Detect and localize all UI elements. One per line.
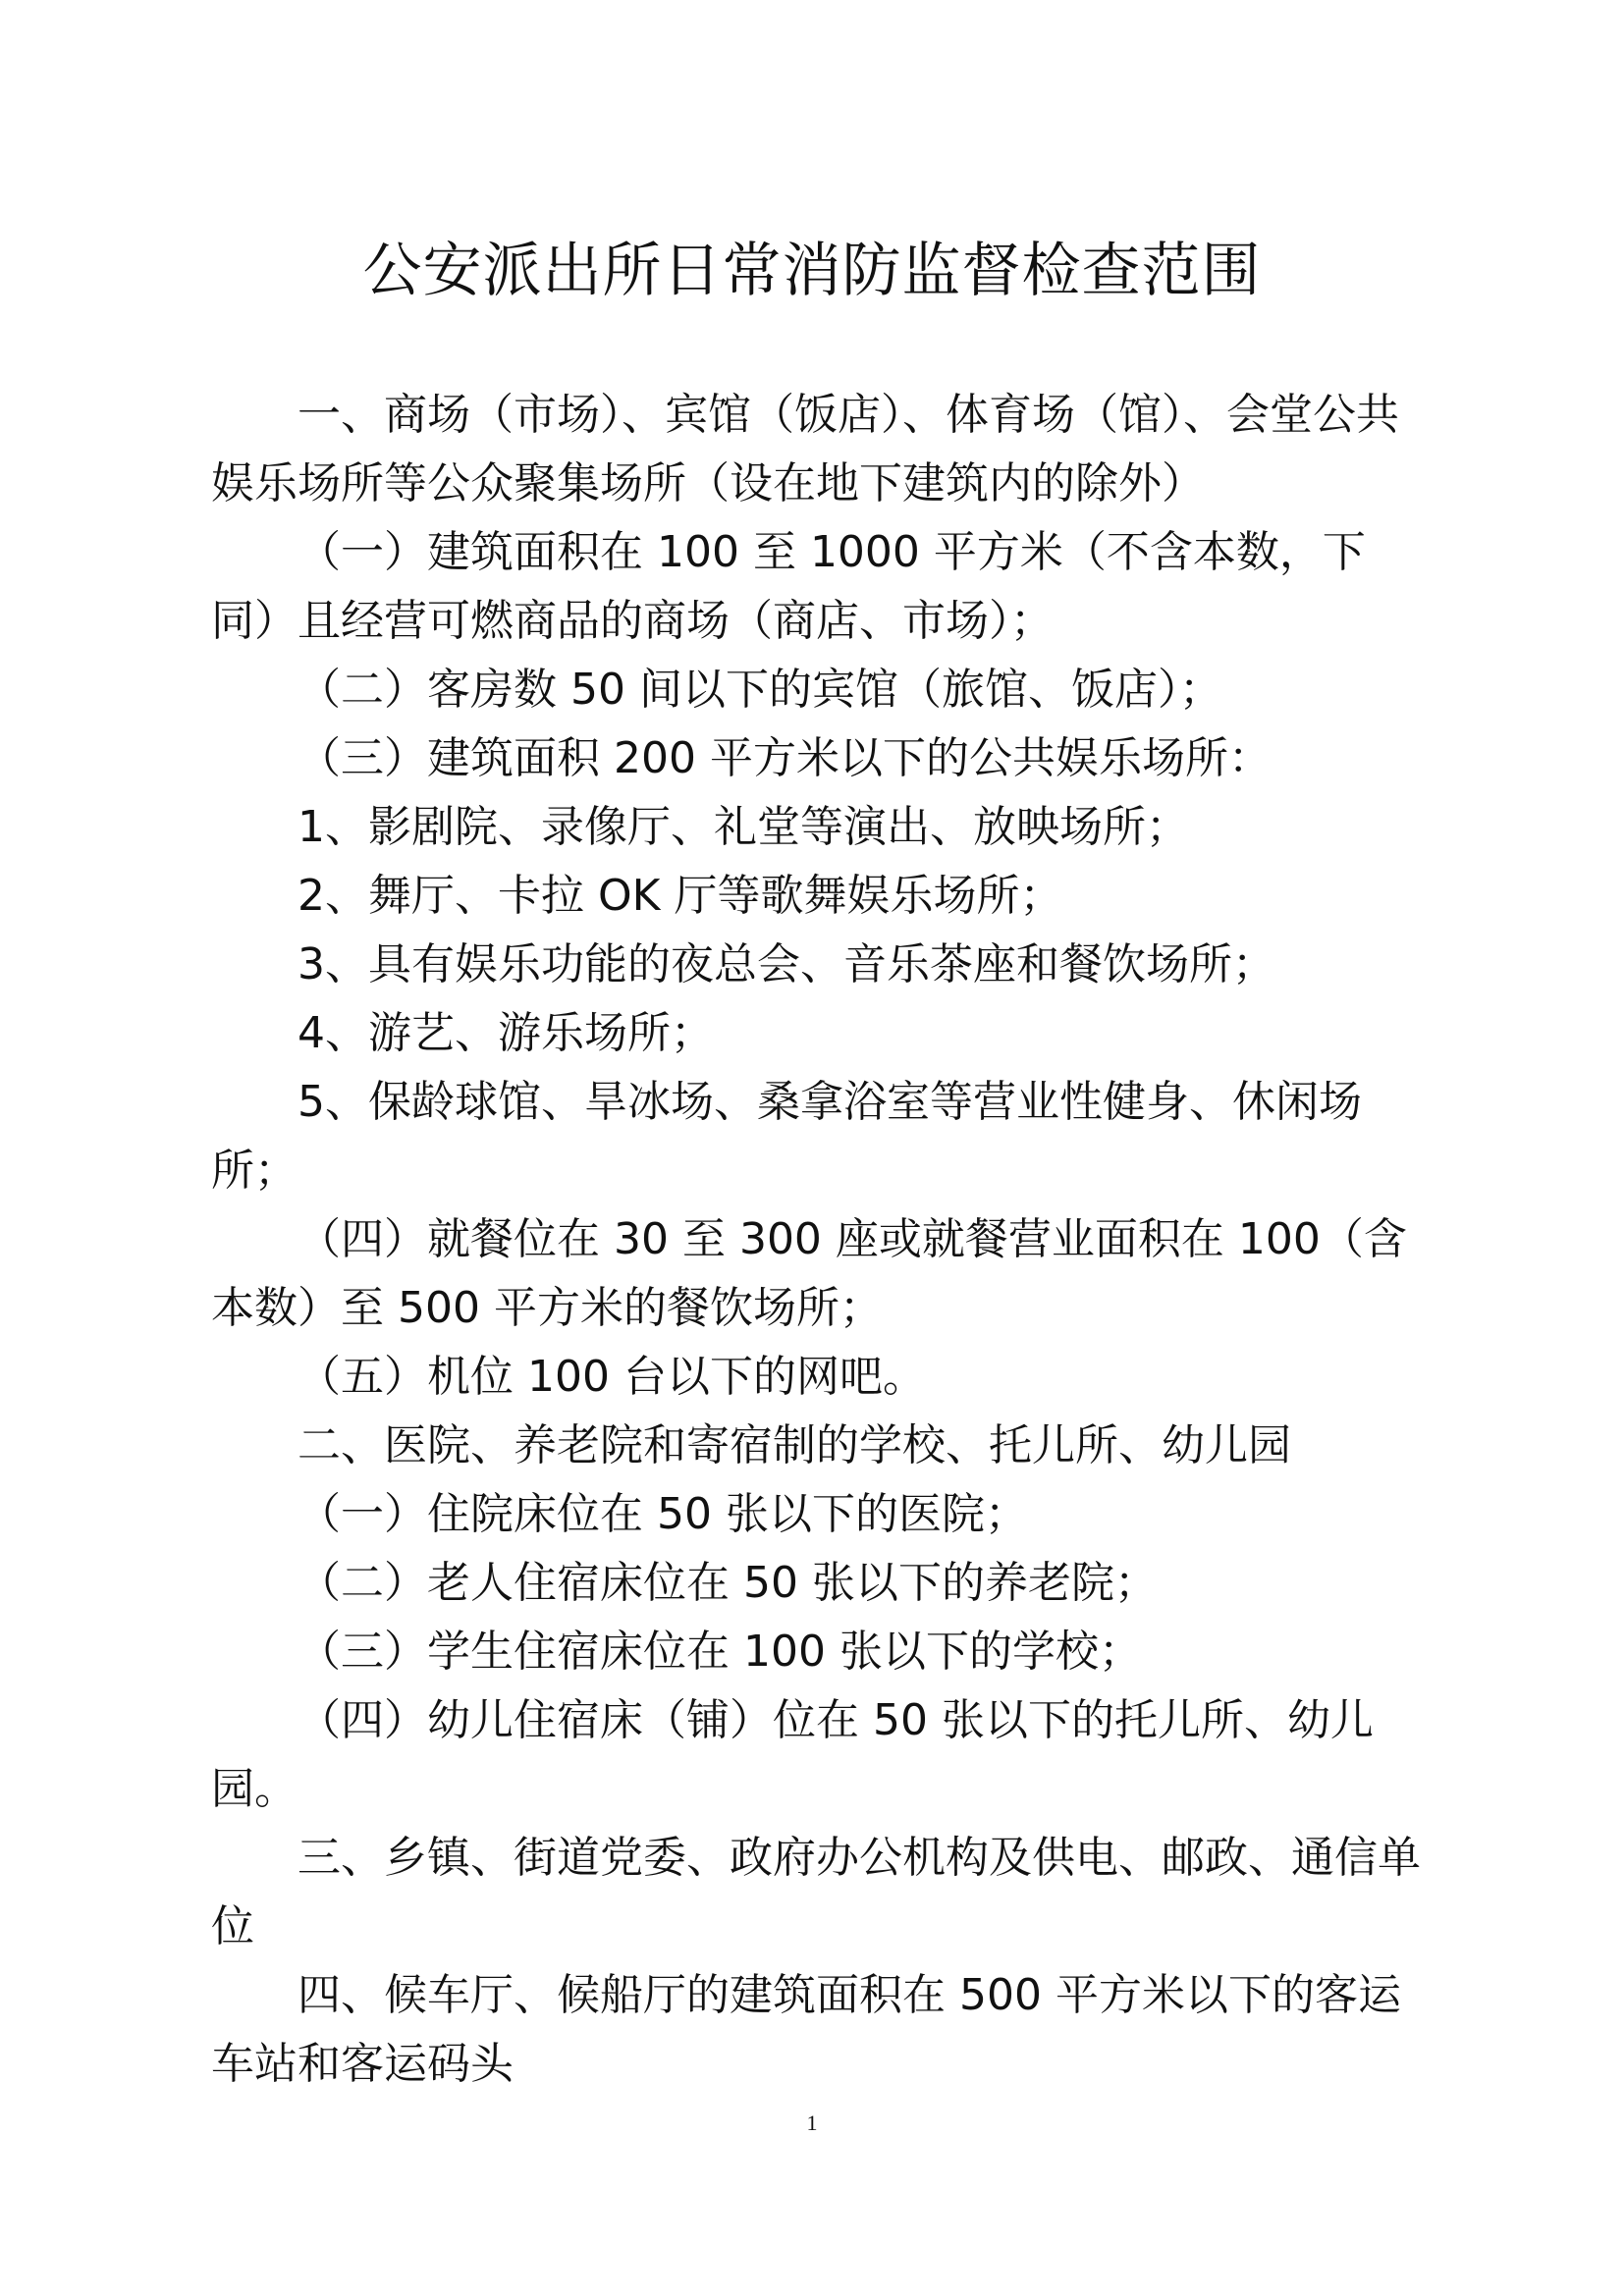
section-1-item-3-sub-5: 5、保龄球馆、旱冰场、桑拿浴室等营业性健身、休闲场所； [211,1077,1362,1196]
section-1-item-4: （四）就餐位在 30 至 300 座或就餐营业面积在 100（含本数）至 500 平方米的餐饮场所； [211,1214,1407,1333]
section-1-item-3-sub-4: 4、游艺、游乐场所； [298,1008,714,1058]
section-2-item-3: （三）学生住宿床位在 100 张以下的学校； [298,1627,1142,1677]
section-1-heading: 一、商场（市场）、宾馆（饭店）、体育场（馆）、会堂公共娱乐场所等公众聚集场所（设在地下建筑内的除外） [211,390,1399,508]
section-4-heading: 四、候车厅、候船厅的建筑面积在 500 平方米以下的客运车站和客运码头 [211,1970,1401,2089]
section-1-item-3: （三）建筑面积 200 平方米以下的公共娱乐场所： [298,733,1272,783]
section-2-item-2: （二）老人住宿床位在 50 张以下的养老院； [298,1558,1158,1608]
page-title: 公安派出所日常消防监督检查范围 [362,237,1262,305]
section-1-item-5: （五）机位 100 台以下的网吧。 [298,1352,926,1402]
section-2-item-4: （四）幼儿住宿床（铺）位在 50 张以下的托儿所、幼儿园。 [211,1695,1374,1814]
section-3-heading: 三、乡镇、街道党委、政府办公机构及供电、邮政、通信单位 [211,1833,1421,1951]
document-body [211,381,1429,2099]
section-1-item-3-sub-2: 2、舞厅、卡拉 OK 厅等歌舞娱乐场所； [298,871,1063,921]
section-1-item-3-sub-3: 3、具有娱乐功能的夜总会、音乐茶座和餐饮场所； [298,939,1275,989]
section-1-item-3-sub-1: 1、影剧院、录像厅、礼堂等演出、放映场所； [298,802,1189,852]
section-2-heading: 二、医院、养老院和寄宿制的学校、托儿所、幼儿园 [298,1420,1291,1470]
section-1-item-1: （一）建筑面积在 100 至 1000 平方米（不含本数，下同）且经营可燃商品的商场（商店、市场）； [211,527,1366,646]
section-1-item-2: （二）客房数 50 间以下的宾馆（旅馆、饭店）； [298,665,1222,715]
section-2-item-1: （一）住院床位在 50 张以下的医院； [298,1489,1028,1539]
page-number: 1 [806,2110,818,2135]
